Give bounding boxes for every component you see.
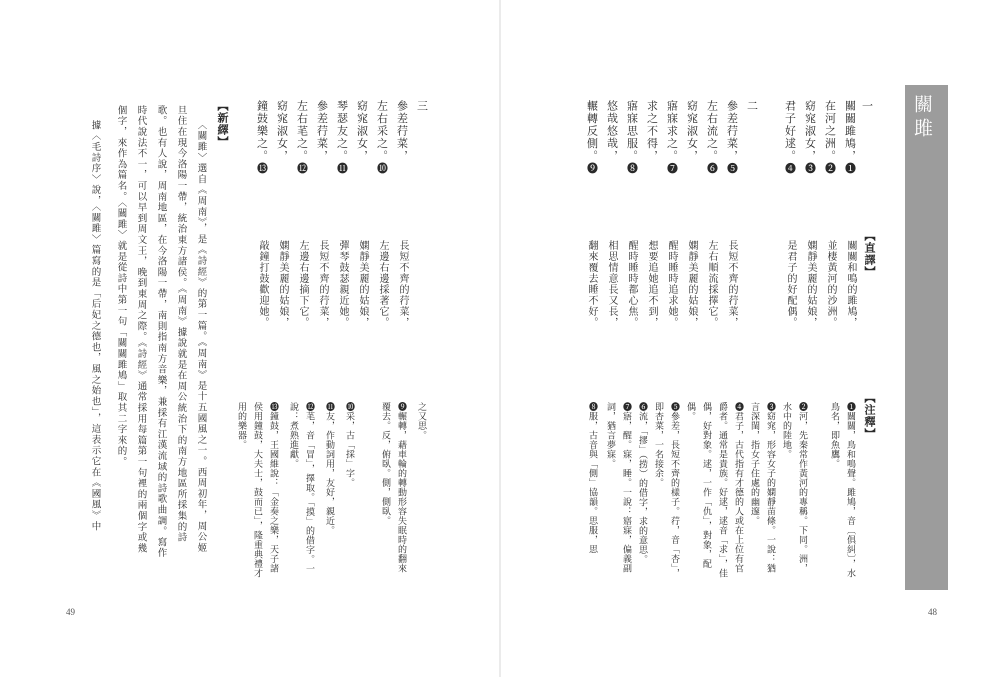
note-item: ❶關關，鳥和鳴聲。雎鳩，音〔俱糾〕，水鳥名，即魚鷹。 <box>829 402 855 578</box>
verse-line: 君子好逑。❹ <box>783 100 797 175</box>
verse-line: 窈窕淑女， <box>355 100 369 163</box>
translation-line: 嫻靜美麗的姑娘， <box>805 240 816 328</box>
translation-line: 想要追她追不到， <box>646 240 657 328</box>
page-number-right: 48 <box>928 607 937 617</box>
note-item: ⓬芼，音「冒」，擇取。「摸」的借字。一說：煮熟進獻。 <box>288 402 314 574</box>
verse-line: 鐘鼓樂之。⓭ <box>255 100 269 175</box>
note-item: ❹君子，古代指有才德的人或在上位有官爵者。通常是貴族。好逑，逑音「求」，佳偶，好對象。逑，一作「仇」，對象，配偶。 <box>685 402 743 578</box>
translation-line: 醒時睡時都心焦。 <box>626 240 637 328</box>
translation-line: 敲鐘打鼓歡迎她。 <box>257 240 268 328</box>
translation-line: 翻來覆去睡不好。 <box>586 240 597 328</box>
verse-number-1: 一 <box>860 100 874 113</box>
note-item: ⓭鐘鼓，王國維說：「金奏之樂，天子諸侯用鐘鼓，大夫士，鼓而已」，隆重典禮才用的樂器。 <box>236 402 278 578</box>
translation-line: 關關和鳴的雎鳩， <box>845 240 856 328</box>
right-page <box>500 0 1000 677</box>
note-item: ❺參差，長短不齊的樣子。荇，音「杏」，即杏菜，一名接余。 <box>653 402 679 578</box>
note-item: ❿采，古「採」字。 <box>344 402 354 488</box>
verse-number-3: 三 <box>415 100 429 113</box>
translation-line: 相思情意長又長， <box>606 240 617 328</box>
commentary-line: 〈關雎〉選自《周南》，是《詩經》的第一篇。《周南》是十五國風之一。西周初年，周公姬 <box>195 120 207 554</box>
verse-line: 悠哉悠哉， <box>605 100 619 163</box>
translation-line: 醒時睡時追求她。 <box>666 240 677 328</box>
note-item: ❼寤，醒。寐，睡。一說：寤寐，偏義副詞，猶言夢寐。 <box>605 402 631 573</box>
translation-line: 左邊右邊採著它。 <box>377 240 388 328</box>
title-band <box>905 85 948 590</box>
note-item: ❽服，古音與「側」協韻。思服，思 <box>587 402 597 554</box>
translation-line: 嫻靜美麗的姑娘， <box>686 240 697 328</box>
verse-line: 在河之洲。❷ <box>823 100 837 175</box>
translation-line: 彈琴鼓瑟親近她。 <box>337 240 348 328</box>
commentary-line: 歌。也有人說，周南地區，在今洛陽一帶，南則指南方音樂，兼採有江漢流域的詩歌曲調。寫作 <box>155 105 167 559</box>
page-number-left: 49 <box>66 607 75 617</box>
commentary-line: 據〈毛詩序〉說，〈關雎〉篇寫的是「后妃之德也，風之始也」，這表示它在《國風》中 <box>89 120 101 532</box>
verse-line: 參差荇菜， <box>315 100 329 163</box>
note-item: ❾輾轉，藉車輪的轉動形容失眠時的翻來覆去。反，俯臥。側，側臥。 <box>380 402 406 573</box>
verse-line: 左右采之。❿ <box>375 100 389 175</box>
translation-line: 並棲黃河的沙洲。 <box>825 240 836 328</box>
verse-line: 參差荇菜，❺ <box>725 100 739 175</box>
verse-line: 窈窕淑女， <box>275 100 289 163</box>
commentary-line: 個字，來作為篇名。〈關雎〉就是從詩中第一句「關關雎鳩」取其二字來的。 <box>115 105 127 468</box>
note-item: ❸窈窕，形容女子的嫻靜苗條。一說：猶言深閨，指女子住處的幽邃。 <box>749 402 775 573</box>
translation-heading: 【直譯】 <box>863 230 876 278</box>
verse-line: 窈窕淑女， <box>685 100 699 163</box>
verse-line: 關關雎鳩，❶ <box>843 100 857 175</box>
verse-line: 左右芼之。⓬ <box>295 100 309 175</box>
poem-title: 關雎 <box>911 94 933 142</box>
verse-line: 窈窕淑女，❸ <box>803 100 817 175</box>
note-item: ❻流，「摎」（捞）的借字，求的意思。 <box>637 402 647 564</box>
commentary-heading: 【新繹】 <box>216 100 229 148</box>
note-item: ❷河，先秦常作黃河的專稱。下同。洲，水中的陸地。 <box>781 402 807 573</box>
translation-line: 是君子的好配偶。 <box>785 240 796 328</box>
commentary-line: 旦住在現今洛陽一帶，統治東方諸侯。《周南》據說就是在周公統治下的南方地區所採集的詩 <box>175 105 187 544</box>
translation-line: 左邊右邊摘下它。 <box>297 240 308 328</box>
translation-line: 長短不齊的荇菜， <box>317 240 328 328</box>
translation-line: 嫻靜美麗的姑娘， <box>277 240 288 328</box>
verse-line: 琴瑟友之。⓫ <box>335 100 349 175</box>
translation-line: 長短不齊的荇菜， <box>726 240 737 328</box>
note-item: 之又思。 <box>416 402 426 440</box>
notes-heading: 【注釋】 <box>863 392 876 440</box>
note-item: ⓫友，作動詞用，友好，親近。 <box>324 402 334 535</box>
verse-number-2: 二 <box>745 100 759 113</box>
verse-line: 左右流之。❻ <box>705 100 719 175</box>
translation-line: 左右順流採擇它。 <box>706 240 717 328</box>
translation-line: 嫻靜美麗的姑娘， <box>357 240 368 328</box>
verse-line: 求之不得， <box>645 100 659 163</box>
commentary-line: 時代說法不一，可以早到周文王，晚到東周之際。《詩經》通常採用每篇第一句裡的兩個字或幾 <box>135 105 147 554</box>
translation-line: 長短不齊的荇菜， <box>397 240 408 328</box>
verse-line: 輾轉反側。❾ <box>585 100 599 175</box>
verse-line: 參差荇菜， <box>395 100 409 163</box>
verse-line: 寤寐思服。❽ <box>625 100 639 175</box>
verse-line: 寤寐求之。❼ <box>665 100 679 175</box>
